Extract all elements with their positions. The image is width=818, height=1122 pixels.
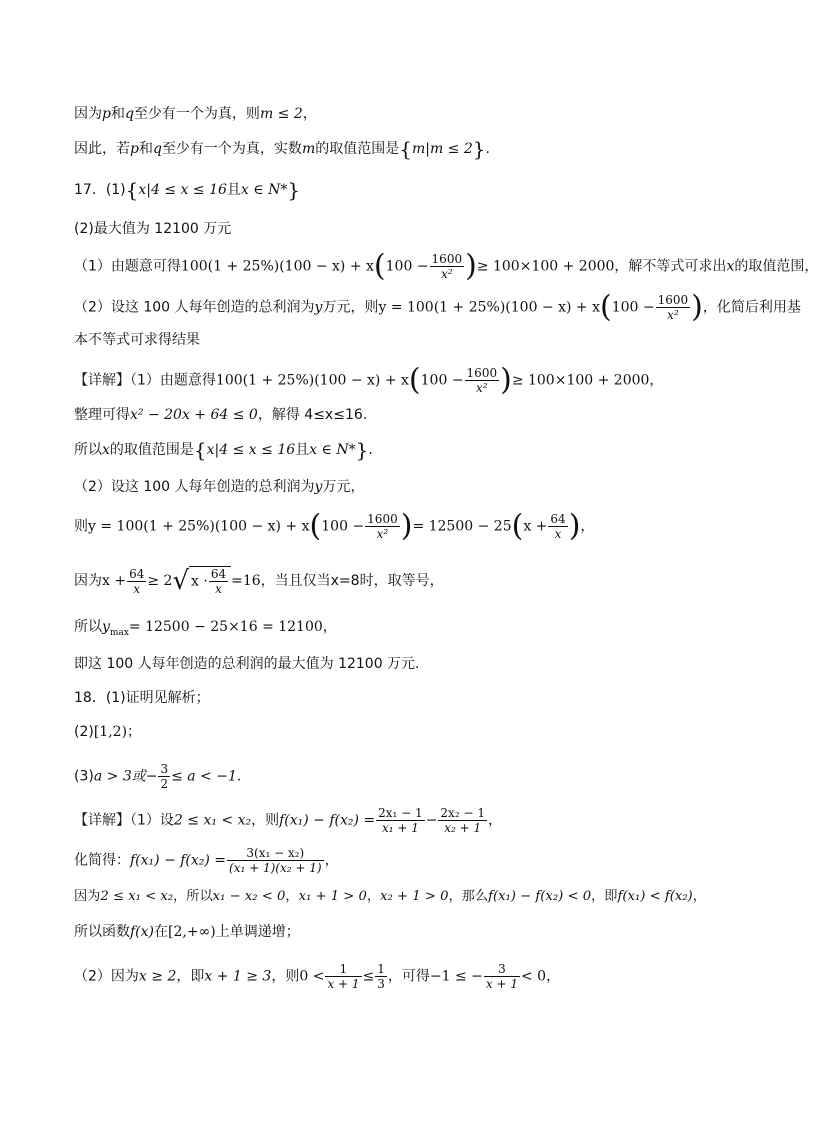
math-expr: 0 < [299,968,325,985]
math-var: y [314,299,323,316]
text: (2) [74,724,94,740]
text: 至少有一个为真，则 [133,106,260,122]
text: 本不等式可求得结果 [74,332,200,348]
text: =16，当且仅当 [231,573,331,589]
math-var: m [301,141,316,157]
text-line: 因此，若p和q至少有一个为真，实数m的取值范围是{m|m ≤ 2}. [74,137,490,161]
text: ，即 [176,968,205,985]
fraction: $\frac{1600}{\text{x²}}$ [367,512,398,541]
math-var: p [102,106,111,122]
fraction: $\frac{3}{2}$ [160,762,169,791]
text: 18．(1)证明见解析； [74,690,210,706]
math-expr: x² − 20x + 64 ≤ 0 [130,407,258,423]
fraction: $\frac{\text{2x₂ − 1}}{\text{x₂ + 1}}$ [440,806,485,835]
math-expr: f(x) [130,924,155,940]
square-root: x · $\frac{64}{x}$ [189,566,231,596]
math-expr: = 12500 − 25 [412,518,512,535]
math-expr: 4 ≤ x ≤ 16 [219,442,296,458]
math-expr: x ∈ N* [309,442,356,458]
text: 和 [138,141,153,157]
math-expr: x + 1 ≥ 3 [204,968,272,985]
text-line: 【详解】（1）由题意得100(1 + 25%)(100 − x) + x(100 − $\frac{1600}{\text{x²}}$ )≥ 100×100 + 2000， [74,362,664,398]
text: ， [285,889,299,904]
text: 且 [295,442,310,458]
math-expr: 100 − [420,372,464,389]
fraction: $\frac{1600}{\text{x²}}$ [466,366,498,395]
math-expr: x₂ + 1 > 0 [380,889,449,904]
math-expr: 2 ≤ x₁ < x₂ [173,812,252,829]
text: 因此，若 [74,141,130,157]
text-line [74,721,141,743]
text: ≥ 100×100 + 2000，解不等式可求出 [476,258,727,275]
text: ，化简后利用基 [702,299,801,316]
text-line: （2）设这 100 人每年创造的总利润为y万元，则y = 100(1 + 25%)(100 − x) + x(100 − $\frac{1600}{\text{x²}}$ )，化简后利用基 [74,289,801,325]
math-expr: < 0， [521,968,561,985]
text: ，可得 [387,968,430,985]
math-var: x [726,258,735,275]
text: （2）设这 100 人每年创造的总利润为 [74,479,315,495]
text: 整理可得 [74,407,130,423]
text: 的取值范围， [734,258,818,275]
text: ，即 [591,889,618,904]
text-line: 17．(1){x|4 ≤ x ≤ 16且x ∈ N*} [74,178,301,202]
math-expr: m ≤ 2 [429,141,473,157]
text: 所以 [74,442,102,458]
text: ≥ 100×100 + 2000， [511,372,664,389]
text: 【详解】（1）由题意得 [74,372,216,389]
text: ； [127,724,142,740]
fraction: $\frac{1}{x + 1}$ [327,962,360,991]
text: 的取值范围是 [109,442,194,458]
subscript: max [109,627,129,638]
text-line [74,329,200,351]
math-expr: 2 ≤ x₁ < x₂ [100,889,174,904]
math-expr: x₁ − x₂ < 0 [212,889,286,904]
math-expr: 100 − [611,299,655,316]
text-line [74,476,364,498]
text: 所以 [74,619,102,635]
math-expr: m ≤ 2 [259,106,303,122]
text-line [74,404,367,426]
text-line: 因为p和q至少有一个为真，则m ≤ 2， [74,106,317,122]
text: 因为 [74,573,102,589]
math-expr: −1 ≤ − [429,968,483,985]
math-expr: 100 − [385,258,429,275]
math-var: x [138,182,147,198]
text: 17．(1) [74,182,126,198]
text: 所以函数 [74,924,130,940]
math-expr: = 12500 − 25×16 = 12100， [128,619,337,635]
text: 则 [74,518,88,535]
math-var: x [206,442,215,458]
text-line [74,218,231,240]
math-var: q [124,106,134,122]
text-line [74,687,210,709]
math-expr: ≥ 2 [147,573,173,589]
fraction: $\frac{\text{2x₁ − 1}}{\text{x₁ + 1}}$ [378,806,423,835]
math-expr: f(x₁) − f(x₂) = [130,852,227,869]
text: 因为 [74,106,102,122]
math-expr: 100(1 + 25%)(100 − x) + x [180,258,374,275]
text: (3) [74,768,94,785]
math-expr: f(x₁) − f(x₂) < 0 [488,889,592,904]
math-var: q [152,141,162,157]
text: 因为 [74,889,101,904]
text: 的取值范围是 [315,141,400,157]
text: 在 [154,924,169,940]
text: (2)最大值为 12100 万元 [74,221,232,237]
text: 且 [226,182,241,198]
fraction: $\frac{1600}{\text{x²}}$ [657,293,689,322]
math-var: m [411,141,426,157]
math-var: p [130,141,139,157]
text-line: 【详解】（1）设2 ≤ x₁ < x₂，则f(x₁) − f(x₂) = $\frac{\text{2x₁ − 1}}{\text{x₁ + 1}}$ − $\frac{\text{2x₂ − 1}}{\text{x₂ + 1}}$ ， [74,806,502,835]
text: ，那么 [448,889,489,904]
text: 万元， [322,479,365,495]
math-expr: y = 100(1 + 25%)(100 − x) + x [378,299,600,316]
text-line: （1）由题意可得100(1 + 25%)(100 − x) + x(100 − $\frac{1600}{\text{x²}}$ )≥ 100×100 + 2000，解不等式可求出x的取值范围， [74,248,818,284]
text-line [74,886,706,908]
text-line [74,616,337,644]
math-expr: x₁ + 1 > 0 [298,889,367,904]
text-line: 则y = 100(1 + 25%)(100 − x) + x(100 − $\frac{1600}{\text{x²}}$ )= 12500 − 25(x + $\frac{64}{x}$ )， [74,508,595,544]
text: 至少有一个为真，实数 [161,141,302,157]
text-line: (3)a > 3或− $\frac{3}{2}$ ≤ a < −1. [74,762,242,791]
math-var: y [102,619,110,635]
text: 万元，则 [322,299,379,316]
text: 【详解】（1）设 [74,812,174,829]
text: ，则 [251,812,280,829]
math-expr: x ∈ N* [240,182,288,198]
math-expr: [2,+∞) [168,924,216,940]
math-expr: f(x₁) < f(x₂) [617,889,693,904]
math-expr: a > 3或 [93,768,146,785]
math-expr: 100 − [321,518,365,535]
text: 上单调递增； [215,924,300,940]
fraction: $\frac{\text{3(x₁ − x₂)}}{\text{(x₁ + 1)(x₂ + 1)}}$ [229,846,322,875]
math-expr: x ≥ 2 [138,968,177,985]
math-var: y [314,479,323,495]
text: ，所以 [173,889,213,904]
text: （2）因为 [74,968,139,985]
text: （1）由题意可得 [74,258,181,275]
text: ，则 [271,968,300,985]
math-expr: [1,2) [93,724,128,740]
math-expr: x + [523,518,548,535]
text: x=8时，取等号， [330,573,444,589]
text-line: 化简得：f(x₁) − f(x₂) = $\frac{\text{3(x₁ − x₂)}}{\text{(x₁ + 1)(x₂ + 1)}}$ ， [74,846,339,875]
text: 和 [110,106,125,122]
math-expr: y = 100(1 + 25%)(100 − x) + x [88,518,310,535]
text-line: 因为x + $\frac{64}{x}$ ≥ 2√ x · $\frac{64}{x}$ =16，当且仅当x=8时，取等号， [74,566,444,596]
fraction: $\frac{64}{x}$ [550,512,566,541]
text: 化简得： [74,852,130,869]
text: ， [366,889,381,904]
text: 即这 100 人每年创造的总利润的最大值为 12100 万元. [74,656,420,672]
math-expr: f(x₁) − f(x₂) = [279,812,376,829]
math-expr: 4 ≤ x ≤ 16 [151,182,227,198]
text: （2）设这 100 人每年创造的总利润为 [74,299,315,316]
text-line: 所以x的取值范围是{x|4 ≤ x ≤ 16且x ∈ N*}. [74,438,373,462]
text: ， [692,889,706,904]
fraction: $\frac{1}{3}$ [377,962,385,991]
text-line [74,921,300,943]
math-expr: 100(1 + 25%)(100 − x) + x [215,372,409,389]
math-var: x [102,442,110,458]
math-expr: x + [102,573,127,589]
math-expr: ≤ [362,968,375,985]
text-line [74,653,420,675]
fraction: $\frac{64}{x}$ [129,566,145,596]
text-line [74,962,560,991]
math-expr: ≤ a < −1. [171,768,242,785]
fraction: $\frac{1600}{\text{x²}}$ [431,252,463,281]
fraction: $\frac{3}{x + 1}$ [485,962,518,991]
text: ，解得 4≤x≤16. [257,407,368,423]
